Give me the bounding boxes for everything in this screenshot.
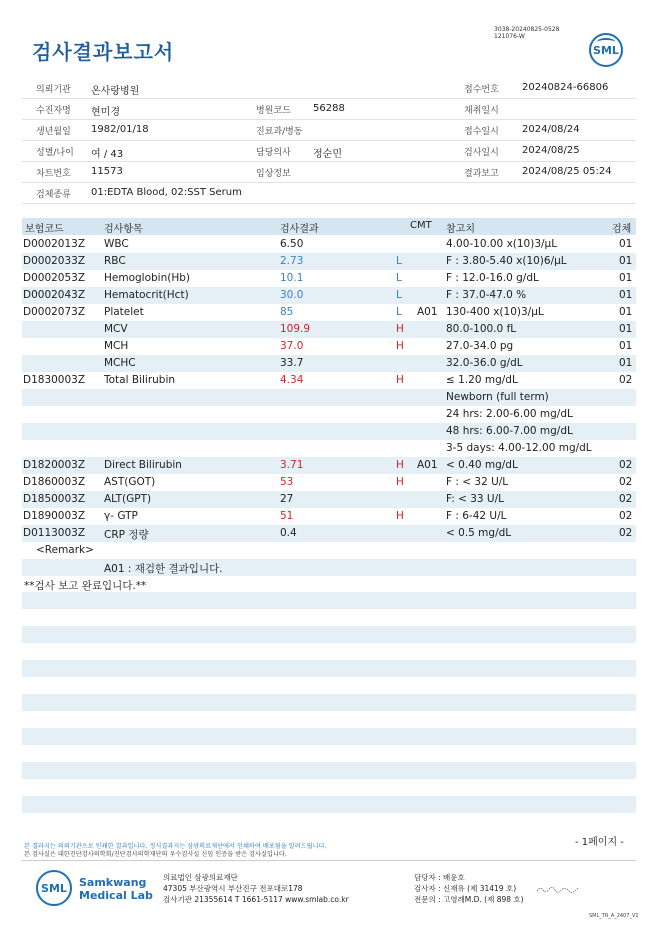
row-result: 3.71 — [280, 459, 304, 471]
row-item: Hematocrit(Hct) — [104, 289, 189, 301]
remark-text-row — [22, 559, 636, 576]
report-title: 검사결과보고서 — [32, 40, 175, 64]
row-code: D0002033Z — [23, 255, 86, 267]
dob-label: 생년월일 — [36, 127, 71, 137]
info-row-specimen — [22, 183, 636, 204]
table-row — [22, 525, 636, 542]
page-number: - 1페이지 - — [575, 837, 624, 848]
table-row — [22, 440, 636, 457]
row-result: 0.4 — [280, 527, 297, 539]
row-code: D1830003Z — [23, 374, 86, 386]
row-ref: F : 12.0-16.0 g/dL — [446, 272, 539, 284]
row-item: WBC — [104, 238, 129, 250]
row-code: D0002073Z — [23, 306, 86, 318]
remark-text: A01 : 재검한 결과입니다. — [104, 563, 223, 575]
table-row — [22, 423, 636, 440]
table-row — [22, 372, 636, 389]
results-table-body — [22, 236, 636, 593]
row-flag: L — [396, 255, 402, 267]
row-code: D0002013Z — [23, 238, 86, 250]
empty-row — [22, 694, 636, 711]
doctor-value: 정순민 — [313, 149, 342, 160]
row-specimen: 01 — [619, 306, 633, 318]
staff-line-2: 검사자 : 신재유 (제 31419 호) — [414, 884, 517, 893]
dept-label: 진료과/병동 — [256, 127, 303, 137]
test-date-value: 2024/08/25 — [522, 145, 580, 156]
document-id — [494, 26, 559, 40]
empty-row — [22, 592, 636, 609]
row-flag: L — [396, 306, 402, 318]
row-code: D0002043Z — [23, 289, 86, 301]
row-flag: H — [396, 340, 404, 352]
row-flag: L — [396, 289, 402, 301]
row-result: 85 — [280, 306, 294, 318]
row-result: 2.73 — [280, 255, 304, 267]
row-ref: ≤ 1.20 mg/dL — [446, 374, 518, 386]
row-item: Total Bilirubin — [104, 374, 176, 386]
institution-label: 의뢰기관 — [36, 85, 71, 95]
collect-date-label: 채취일시 — [464, 106, 499, 116]
chart-no-value: 11573 — [91, 166, 123, 177]
row-result: 4.34 — [280, 374, 304, 386]
row-flag: H — [396, 323, 404, 335]
empty-row — [22, 626, 636, 643]
row-specimen: 02 — [619, 527, 633, 539]
row-ref: 48 hrs: 6.00-7.00 mg/dL — [446, 425, 573, 437]
receipt-date-value: 2024/08/24 — [522, 124, 580, 135]
address-line-1: 의료법인 삼광의료재단 — [163, 873, 238, 882]
row-specimen: 02 — [619, 510, 633, 522]
row-result: 51 — [280, 510, 294, 522]
receipt-date-label: 접수일시 — [464, 127, 499, 137]
row-item: RBC — [104, 255, 126, 267]
row-specimen: 01 — [619, 289, 633, 301]
row-specimen: 01 — [619, 340, 633, 352]
row-flag: H — [396, 510, 404, 522]
empty-rows — [22, 592, 636, 830]
row-specimen: 01 — [619, 238, 633, 250]
row-ref: F : < 32 U/L — [446, 476, 509, 488]
row-ref: F : 6-42 U/L — [446, 510, 507, 522]
row-result: 6.50 — [280, 238, 304, 250]
row-code: D1850003Z — [23, 493, 86, 505]
row-ref: 24 hrs: 2.00-6.00 mg/dL — [446, 408, 573, 420]
row-ref: F : 37.0-47.0 % — [446, 289, 527, 301]
row-result: 109.9 — [280, 323, 311, 335]
report-complete-text: **검사 보고 완료입니다.** — [24, 580, 147, 592]
header-code: 보험코드 — [25, 224, 64, 235]
receipt-no-label: 접수번호 — [464, 85, 499, 95]
row-flag: H — [396, 374, 404, 386]
address-line-3: 검사기관 21355614 T 1661-5117 www.smlab.co.kr — [163, 895, 349, 904]
receipt-no-value: 20240824-66806 — [522, 82, 609, 93]
row-cmt: A01 — [417, 459, 438, 471]
row-item: MCH — [104, 340, 129, 352]
row-ref: 80.0-100.0 fL — [446, 323, 517, 335]
table-row — [22, 491, 636, 508]
complete-row — [22, 576, 636, 593]
table-row — [22, 321, 636, 338]
row-ref: 4.00-10.00 x(10)3/μL — [446, 238, 558, 250]
name-label: 수진자명 — [36, 106, 71, 116]
clinical-label: 임상정보 — [256, 169, 291, 179]
row-flag: H — [396, 459, 404, 471]
sml-logo-icon — [589, 33, 623, 67]
specimen-label: 검체종류 — [36, 190, 71, 200]
row-item: Hemoglobin(Hb) — [104, 272, 191, 284]
test-date-label: 검사일시 — [464, 148, 499, 158]
row-specimen: 02 — [619, 476, 633, 488]
row-result: 37.0 — [280, 340, 304, 352]
table-row — [22, 270, 636, 287]
report-date-label: 결과보고 — [464, 169, 499, 179]
row-specimen: 01 — [619, 255, 633, 267]
form-version: SML_TR_A_2407_V1 — [589, 913, 639, 919]
dob-value: 1982/01/18 — [91, 124, 149, 135]
row-specimen: 02 — [619, 459, 633, 471]
row-result: 53 — [280, 476, 294, 488]
brand-name — [79, 876, 153, 902]
row-specimen: 02 — [619, 374, 633, 386]
table-row — [22, 338, 636, 355]
row-item: MCHC — [104, 357, 136, 369]
row-ref: F : 3.80-5.40 x(10)6/μL — [446, 255, 567, 267]
table-row — [22, 253, 636, 270]
chart-no-label: 차트번호 — [36, 169, 71, 179]
institution-value: 온사랑병원 — [91, 86, 140, 97]
table-row — [22, 355, 636, 372]
lab-staff — [414, 872, 524, 905]
row-result: 30.0 — [280, 289, 304, 301]
row-ref: 130-400 x(10)3/μL — [446, 306, 544, 318]
sex-age-label: 성별/나이 — [36, 148, 74, 158]
patient-info — [22, 78, 636, 204]
staff-line-1: 담당자 : 배윤호 — [414, 873, 465, 882]
hospital-code-label: 병원코드 — [256, 106, 291, 116]
doctor-label: 담당의사 — [256, 148, 291, 158]
row-code: D0113003Z — [23, 527, 86, 539]
table-row — [22, 389, 636, 406]
empty-row — [22, 796, 636, 813]
sml-footer-logo-text: SML — [41, 881, 67, 895]
remark-label: <Remark> — [36, 544, 94, 556]
row-specimen: 01 — [619, 323, 633, 335]
specimen-value: 01:EDTA Blood, 02:SST Serum — [91, 187, 242, 198]
table-row — [22, 236, 636, 253]
row-flag: L — [396, 272, 402, 284]
row-specimen: 01 — [619, 357, 633, 369]
row-item: AST(GOT) — [104, 476, 156, 488]
staff-line-3: 전문의 : 고영례M.D. (제 898 호) — [414, 895, 524, 904]
row-ref: 3-5 days: 4.00-12.00 mg/dL — [446, 442, 592, 454]
row-item: CRP 정량 — [104, 529, 149, 541]
row-ref: < 0.5 mg/dL — [446, 527, 512, 539]
row-item: ALT(GPT) — [104, 493, 152, 505]
brand-line-2: Medical Lab — [79, 889, 153, 902]
row-ref: < 0.40 mg/dL — [446, 459, 518, 471]
lab-address — [163, 872, 349, 905]
row-code: D1890003Z — [23, 510, 86, 522]
signature-icon — [536, 884, 580, 894]
header-specimen: 검체 — [612, 224, 632, 235]
table-row — [22, 508, 636, 525]
document-id-line2: 121076-W — [494, 33, 525, 40]
empty-row — [22, 728, 636, 745]
empty-row — [22, 762, 636, 779]
row-specimen: 02 — [619, 493, 633, 505]
header-ref: 참고치 — [446, 224, 475, 235]
table-row — [22, 304, 636, 321]
brand-line-1: Samkwang — [79, 876, 147, 889]
row-result: 10.1 — [280, 272, 304, 284]
notice-line-2: 본 검사실은 대한진단검사의학회/진단검사의학재단의 우수검사실 신임 인증을 받은 검사실입니다. — [24, 851, 287, 858]
info-row-sex-age — [22, 141, 636, 162]
row-cmt: A01 — [417, 306, 438, 318]
sex-age-value: 여 / 43 — [91, 149, 124, 160]
notice-line-1: 본 결과지는 의뢰기관으로 인쇄한 결과입니다. 정식결과지는 삼광의료재단에서 인쇄하여 배포됨을 알려드립니다. — [24, 843, 327, 850]
row-flag: H — [396, 476, 404, 488]
table-row — [22, 457, 636, 474]
document-id-line1: 3038-20240825-0528 — [494, 26, 560, 33]
row-ref: Newborn (full term) — [446, 391, 549, 403]
row-ref: 27.0-34.0 pg — [446, 340, 514, 352]
info-row-name — [22, 99, 636, 120]
empty-row — [22, 660, 636, 677]
sml-footer-logo-icon — [36, 870, 72, 906]
info-row-institution — [22, 78, 636, 99]
sml-logo-text: SML — [593, 43, 619, 57]
footer-divider — [22, 860, 636, 861]
table-row — [22, 406, 636, 423]
report-date-value: 2024/08/25 05:24 — [522, 166, 612, 177]
header-result: 검사결과 — [280, 224, 319, 235]
row-item: Direct Bilirubin — [104, 459, 182, 471]
header-item: 검사항목 — [104, 224, 143, 235]
row-result: 27 — [280, 493, 294, 505]
remark-row — [22, 542, 636, 559]
name-value: 현미경 — [91, 107, 120, 118]
row-item: γ- GTP — [104, 510, 138, 522]
row-ref: F: < 33 U/L — [446, 493, 505, 505]
row-code: D1860003Z — [23, 476, 86, 488]
info-row-dob — [22, 120, 636, 141]
row-item: MCV — [104, 323, 128, 335]
row-code: D1820003Z — [23, 459, 86, 471]
row-code: D0002053Z — [23, 272, 86, 284]
table-row — [22, 287, 636, 304]
header-cmt: CMT — [410, 220, 432, 231]
info-row-chart — [22, 162, 636, 183]
table-row — [22, 474, 636, 491]
results-table-header — [22, 218, 636, 235]
address-line-2: 47305 부산광역시 부산진구 전포대로178 — [163, 884, 303, 893]
row-item: Platelet — [104, 306, 144, 318]
hospital-code-value: 56288 — [313, 103, 345, 114]
row-specimen: 01 — [619, 272, 633, 284]
row-ref: 32.0-36.0 g/dL — [446, 357, 523, 369]
row-result: 33.7 — [280, 357, 304, 369]
